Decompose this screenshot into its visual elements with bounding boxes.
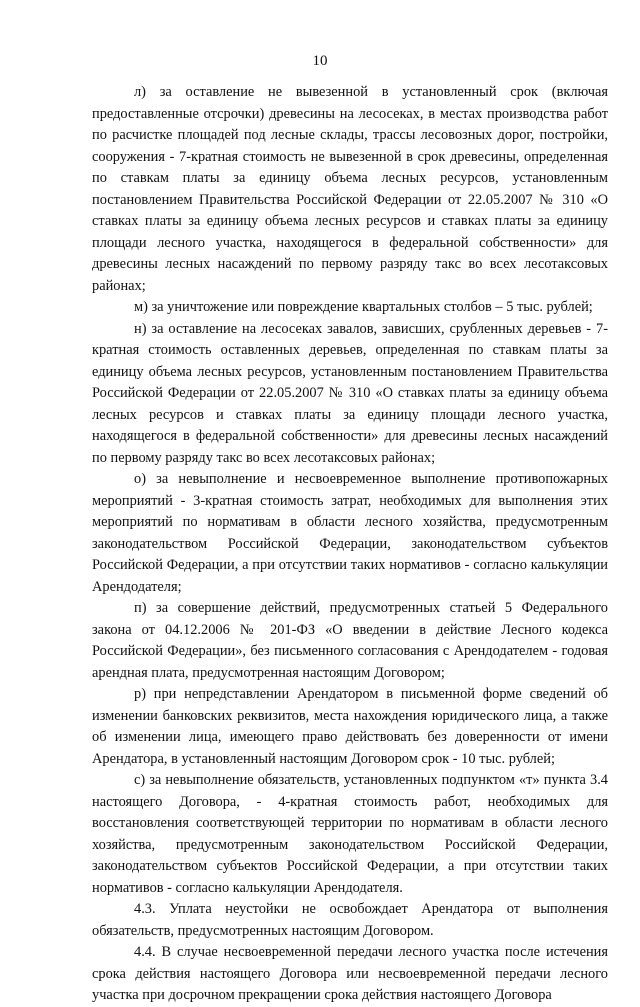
paragraph-l-unremoved-timber: л) за оставление не вывезенной в установленный срок (включая предоставленные отсрочки) древесины на лесосеках, в местах производства работ по расчистке площадей под лесные склады, трассы лесовозных дорог, постройки, сооружения - 7-кратная стоимость не вывезенной в срок древесины, определенная по ставкам платы за единицу объема лесных ресурсов, установленным постановлением Правительства Российской Федерации от 22.05.2007 № 310 «О ставках платы за единицу объема лесных ресурсов и ставках платы за единицу площади лесного участка, находящегося в федеральной собственности» для древесины лесных насаждений по первому разряду такс во всех лесотаксовых районах; bbox=[92, 84, 608, 294]
paragraph-4-4-late-transfer: 4.4. В случае несвоевременной передачи лесного участка после истечения срока действия настоящего Договора или несвоевременной передачи лесного участка при досрочном прекращении срока действия настоящего Договора bbox=[92, 944, 608, 1003]
paragraph-n-felled-trees: н) за оставление на лесосеках завалов, зависших, срубленных деревьев - 7-кратная стоимость оставленных деревьев, определенная по ставкам платы за единицу объема лесных ресурсов, установленным постановлением Правительства Российской Федерации от 22.05.2007 № 310 «О ставках платы за единицу объема лесных ресурсов и ставках платы за единицу площади лесного участка, находящегося в федеральной собственности» для древесины лесных насаждений по первому разряду такс во всех лесотаксовых районах; bbox=[92, 320, 608, 466]
page-number: 10 bbox=[312, 53, 328, 69]
paragraph-4-3-penalty-payment: 4.3. Уплата неустойки не освобождает Арендатора от выполнения обязательств, предусмотренных настоящим Договором. bbox=[92, 901, 608, 939]
paragraph-r-details-notice: р) при непредставлении Арендатором в письменной форме сведений об изменении банковских реквизитов, места нахождения юридического лица, а также об изменении лица, имеющего право действовать без доверенности от имени Арендатора, в установленный настоящим Договором срок - 10 тыс. рублей; bbox=[92, 686, 608, 767]
paragraph-m-quarter-posts: м) за уничтожение или повреждение квартальных столбов – 5 тыс. рублей; bbox=[134, 299, 593, 315]
paragraph-p-unapproved-actions: п) за совершение действий, предусмотренных статьей 5 Федерального закона от 04.12.2006 № 201-ФЗ «О введении в действие Лесного кодекса Российской Федерации», без письменного согласования с Арендодателем - годовая арендная плата, предусмотренная настоящим Договором; bbox=[92, 600, 608, 681]
paragraph-s-territory-restoration: с) за невыполнение обязательств, установленных подпунктом «т» пункта 3.4 настоящего Договора, - 4-кратная стоимость работ, необходимых для восстановления соответствующей территории по нормативам в области лесного хозяйства, предусмотренным законодательством Российской Федерации, законодательством субъектов Российской Федерации, а при отсутствии таких нормативов - согласно калькуляции Арендодателя. bbox=[92, 772, 608, 896]
document-body bbox=[92, 82, 608, 1007]
paragraph-o-fire-prevention: о) за невыполнение и несвоевременное выполнение противопожарных мероприятий - 3-кратная стоимость затрат, необходимых для выполнения этих мероприятий по нормативам в области лесного хозяйства, предусмотренным законодательством Российской Федерации, законодательством субъектов Российской Федерации, а при отсутствии таких нормативов - согласно калькуляции Арендодателя; bbox=[92, 471, 608, 595]
